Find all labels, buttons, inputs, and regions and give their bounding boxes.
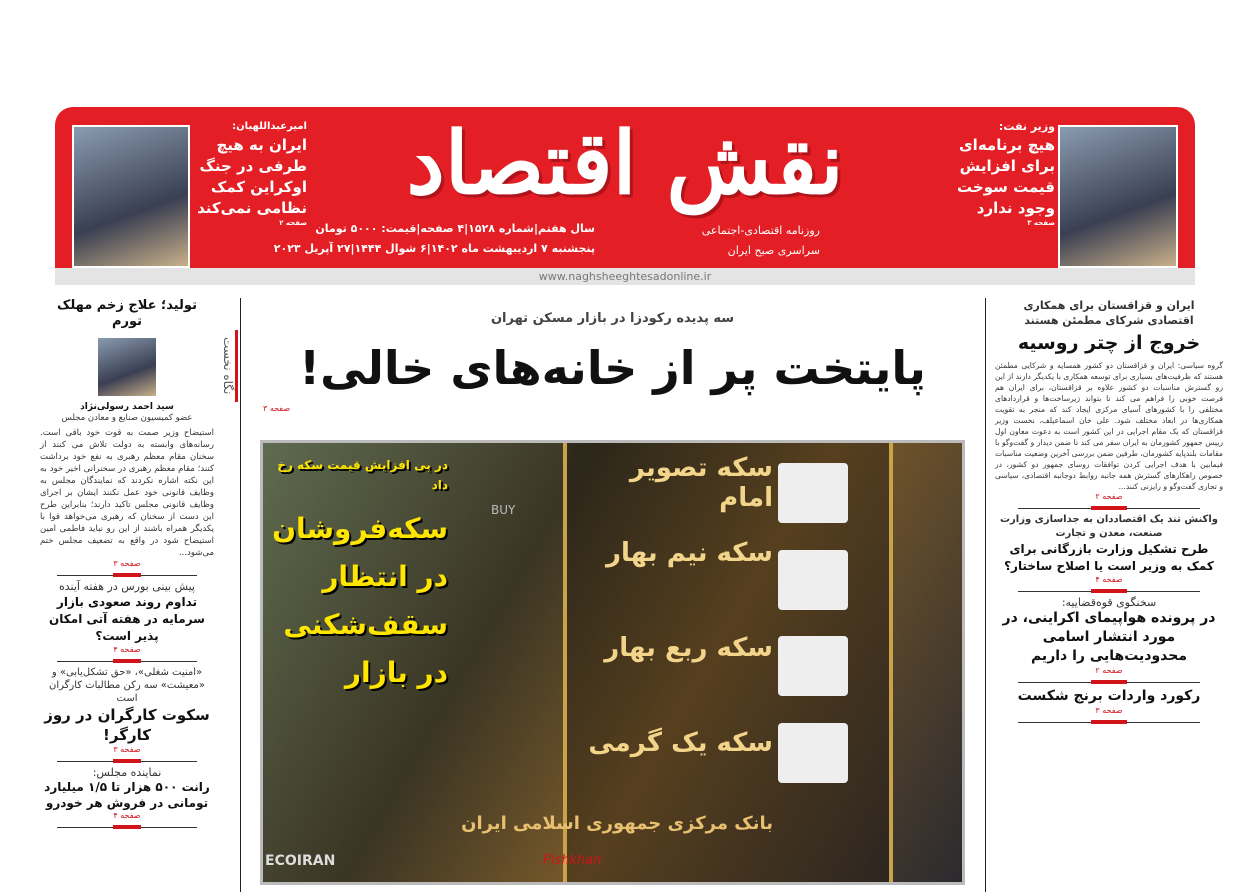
page-ref: صفحه ۴ [1095, 575, 1123, 584]
divider [40, 820, 214, 832]
kicker: وزیر نفت: [998, 120, 1055, 133]
page-ref: صفحه ۳ [1095, 706, 1123, 715]
divider [40, 754, 214, 766]
coin-icon [778, 636, 848, 696]
page-ref: صفحه ۴ [113, 645, 141, 654]
headline: خروج از چتر روسیه [1017, 332, 1201, 354]
kicker: ایران و قزاقستان برای همکاری اقتصادی شرکای مطمئن هستند [1023, 299, 1195, 327]
coin-label: سکه یک گرمی [588, 728, 773, 758]
main-photo [260, 440, 965, 885]
headline: طرح تشکیل وزارت بازرگانی برای کمک به وزیر است یا اصلاح ساختار؟ [1004, 542, 1214, 573]
opinion-title: تولید؛ علاج زخم مهلک تورم [57, 298, 197, 329]
kicker: سخنگوی قوه‌قضاییه: [1061, 596, 1157, 609]
oil-minister-photo [1058, 125, 1178, 268]
opinion-body: استیضاح وزیر صمت به قوت خود باقی است. رسانه‌های وابسته به دولت تلاش می کنند از سخنان مقام معظم رهبری به نفع خود برداشت کنند؛ مقام معظم رهبری در سخنرانی اخیر خود به این نکته اشاره نکردند که نمایندگان مجلس به وظایف قانونی خود عمل نکنند ایشان بر اجرای وظایف قانونی مجلس تاکید دارند؛ بنابراین طرح این دست از سخنان که رهبری می‌خواهد قوا با یکدیگر همراه باشند از این رو نباید فاطمی امین استیضاح شود در واقع به تضعیف مجلس ختم می‌شود... [40, 428, 214, 558]
caption-line: سقف‌شکنی [283, 608, 448, 641]
column-rule [240, 298, 241, 892]
kicker: نماینده مجلس: [92, 766, 162, 779]
divider [40, 568, 214, 580]
website-url[interactable]: www.naghsheeghtesadonline.ir [55, 268, 1195, 285]
coin-label: سکه نیم بهار [606, 538, 773, 568]
caption-kicker: در پی افزایش قیمت سکه رخ داد [277, 458, 448, 492]
news-item[interactable] [40, 580, 214, 666]
story-body: گروه سیاسی: ایران و قزاقستان دو کشور همسایه و شرکایی مطمئن هستند که ظرفیت‌های بسیاری برای توسعه همکاری با یکدیگر دارند از این رو گسترش مناسبات دو کشور علاوه بر قزاقستان، برای ایران هم فرصت خوبی را فراهم می کند تا بتواند زیرساخت‌ها و قراردادهای مختلفی را با کشورهای آسیای مرکزی ایجاد کند که منجر به تقویت همکاری‌ها در ابعاد مختلف شود. علی خان اسماعیلف، نخست وزیر قزاقستان که یک مقام اجرایی در این کشور است به دعوت معاون اول رییس جمهور کشورمان به ایران سفر می کند تا ضمن دیدار و گفت‌وگو با مقامات بلندپایه کشورمان، طرفین ضمن بررسی آخرین وضعیت مناسبات فیمابین با هدف اجرایی کردن توافقات روسای جمهور دو کشور، در خصوص راهکارهای گسترش همه جانبه روابط دوجانبه اقتصادی، سیاسی و تجاری گفت‌وگو و رایزنی کنند... [995, 361, 1223, 491]
main-headline: پایتخت پر از خانه‌های خالی! [299, 341, 926, 395]
page-ref: صفحه ۳ [263, 404, 291, 413]
caption-title [273, 505, 448, 697]
headline: تداوم روند صعودی بازار سرمایه در هفته آتی امکان پذیر است؟ [49, 595, 205, 643]
watermark: Pishkhan [543, 853, 602, 868]
page-ref: صفحه ۳ [1027, 219, 1055, 227]
board-text: BUY [491, 503, 516, 517]
divider [995, 715, 1223, 727]
coin-label: سکه تصویر امام [629, 453, 773, 513]
headline: رانت ۵۰۰ هزار تا ۱/۵ میلیارد تومانی در فروش هر خودرو [44, 780, 210, 810]
page-ref: صفحه ۳ [113, 559, 141, 568]
coin-icon [778, 550, 848, 610]
page-ref: صفحه ۲ [1095, 666, 1123, 675]
kicker: «امنیت شغلی»، «حق تشکل‌یابی» و «معیشت» سه رکن مطالبات کارگران است [48, 667, 205, 704]
page-ref: صفحه ۳ [113, 745, 141, 754]
page-ref: صفحه ۲ [1095, 492, 1123, 501]
kicker: واکنش تند یک اقتصاددان به جداسازی وزارت صنعت، معدن و تجارت [999, 514, 1218, 539]
column-rule [985, 298, 986, 892]
subtagline: سراسری صبح ایران [727, 244, 820, 257]
ecoiran-logo: ECOIRAN [265, 853, 336, 869]
minister-photo [72, 125, 190, 268]
kicker: پیش بینی بورس در هفته آینده [58, 580, 195, 593]
photo-caption [273, 455, 448, 697]
news-item[interactable] [40, 666, 214, 766]
author-name: سید احمد رسولی‌نژاد [80, 402, 174, 412]
coin-icon [778, 463, 848, 523]
caption-line: در بازار [344, 656, 448, 689]
page-ref: صفحه ۴ [113, 811, 141, 820]
divider [995, 501, 1223, 513]
news-item[interactable] [995, 687, 1223, 727]
lead-story-right[interactable] [995, 298, 1223, 513]
headline: هیچ برنامه‌ای برای افزایش قیمت سوخت وجود ندارد [957, 136, 1055, 217]
headline: رکورد واردات برنج شکست [1017, 688, 1201, 704]
main-kicker: سه پدیده رکودزا در بازار مسکن تهران [490, 311, 735, 326]
news-item[interactable] [995, 513, 1223, 596]
banner-story-right[interactable] [950, 120, 1055, 228]
section-label: نگاه نخست [216, 330, 238, 402]
issue-info: سال هفتم|شماره ۱۵۲۸|۴ صفحه|قیمت: ۵۰۰۰ تومان [315, 222, 595, 235]
author-role: عضو کمیسیون صنایع و معادن مجلس [61, 413, 193, 423]
issue-date: پنجشنبه ۷ اردیبهشت ماه ۱۴۰۲|۶ شوال ۱۴۴۴|۲۷ آپریل ۲۰۲۳ [273, 242, 595, 255]
headline: ایران به هیچ طرفی در جنگ اوکراین کمک نظامی نمی‌کند [197, 136, 307, 217]
coin-icon [778, 723, 848, 783]
right-column [995, 298, 1223, 727]
author-photo [96, 336, 158, 398]
news-item[interactable] [995, 596, 1223, 687]
bank-sign: بانک مرکزی جمهوری اسلامی ایران [461, 813, 773, 834]
main-story[interactable] [255, 310, 970, 414]
caption-line: سکه‌فروشان [272, 512, 448, 545]
tagline: روزنامه اقتصادی-اجتماعی [701, 224, 820, 237]
caption-line: در انتظار [322, 560, 448, 593]
news-item[interactable] [40, 766, 214, 832]
coin-label: سکه ربع بهار [604, 633, 773, 663]
left-column [40, 298, 214, 832]
headline: سکوت کارگران در روز کارگر! [44, 706, 210, 744]
page-ref: صفحه ۲ [279, 219, 307, 227]
divider [995, 675, 1223, 687]
divider [995, 584, 1223, 596]
divider [40, 654, 214, 666]
newspaper-logo: نقش اقتصاد [406, 113, 844, 214]
headline: در پرونده هواپیمای اکراینی، در مورد انتشار اسامی محدودیت‌هایی را داریم [1002, 610, 1216, 664]
opinion-column[interactable] [40, 298, 214, 580]
kicker: امیرعبداللهیان: [232, 121, 307, 132]
banner-story-left[interactable] [195, 120, 307, 228]
coin-images [778, 463, 848, 783]
